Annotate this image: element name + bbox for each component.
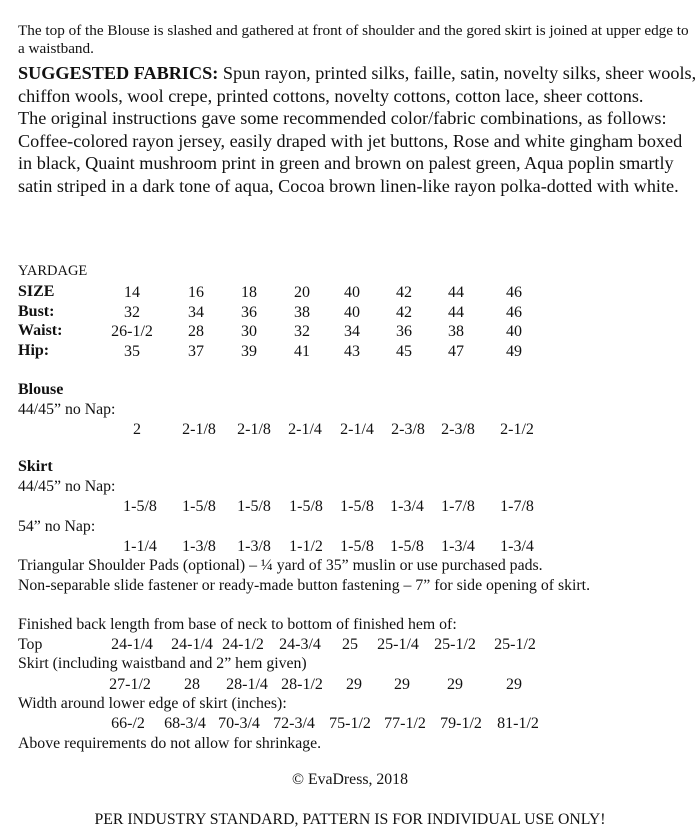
top-value: 25-1/2 [434, 636, 476, 653]
blouse-value: 2-3/8 [391, 421, 425, 438]
width-value: 66-/2 [111, 715, 145, 732]
size-value: 18 [241, 284, 257, 301]
skirt-length-value: 29 [394, 676, 410, 693]
blouse-fabric-label: 44/45” no Nap: [18, 401, 116, 418]
skirt-value: 1-3/4 [500, 538, 534, 555]
hip-value: 37 [188, 343, 204, 360]
skirt-value: 1-5/8 [237, 498, 271, 515]
fabrics-heading: SUGGESTED FABRICS: [18, 63, 219, 83]
width-value: 70-3/4 [218, 715, 260, 732]
skirt-length-value: 28-1/2 [281, 676, 323, 693]
top-value: 25 [342, 636, 358, 653]
hip-value: 45 [396, 343, 412, 360]
hip-value: 47 [448, 343, 464, 360]
hip-value: 43 [344, 343, 360, 360]
skirt-value: 1-5/8 [340, 538, 374, 555]
top-label: Top [18, 636, 43, 653]
waist-value: 34 [344, 323, 360, 340]
skirt-value: 1-5/8 [340, 498, 374, 515]
shoulder-pads-note: Triangular Shoulder Pads (optional) – ¼ yard of 35” muslin or use purchased pads. [18, 557, 543, 574]
bust-value: 38 [294, 304, 310, 321]
fastener-note: Non-separable slide fastener or ready-made button fastening – 7” for side opening of skirt. [18, 577, 591, 594]
skirt-value: 1-3/8 [237, 538, 271, 555]
skirt-length-value: 28-1/4 [226, 676, 268, 693]
top-value: 24-1/4 [111, 636, 153, 653]
hip-value: 39 [241, 343, 257, 360]
blouse-value: 2-1/2 [500, 421, 534, 438]
top-value: 25-1/2 [494, 636, 536, 653]
skirt-value: 1-5/8 [182, 498, 216, 515]
bust-value: 32 [124, 304, 140, 321]
hip-value: 41 [294, 343, 310, 360]
skirt-value: 1-3/8 [182, 538, 216, 555]
bust-value: 44 [448, 304, 464, 321]
waist-value: 38 [448, 323, 464, 340]
shrinkage-note: Above requirements do not allow for shrinkage. [18, 735, 322, 752]
yardage-title: YARDAGE [18, 263, 88, 279]
waist-value: 36 [396, 323, 412, 340]
waist-value: 26-1/2 [111, 323, 153, 340]
intro-paragraph [18, 22, 694, 58]
size-value: 44 [448, 284, 464, 301]
fabrics-section [18, 62, 698, 197]
size-value: 20 [294, 284, 310, 301]
skirt-value: 1-1/4 [123, 538, 157, 555]
waist-value: 28 [188, 323, 204, 340]
skirt-value: 1-7/8 [500, 498, 534, 515]
blouse-value: 2-1/4 [340, 421, 374, 438]
skirt-length-value: 29 [346, 676, 362, 693]
finished-title: Finished back length from base of neck to bottom of finished hem of: [18, 616, 457, 633]
blouse-value: 2 [133, 421, 141, 438]
bust-label: Bust: [18, 303, 55, 320]
usage-footer: PER INDUSTRY STANDARD, PATTERN IS FOR INDIVIDUAL USE ONLY! [94, 811, 606, 828]
blouse-value: 2-3/8 [441, 421, 475, 438]
fabric-combinations: The original instructions gave some recommended color/fabric combinations, as follows: Coffee-colored rayon jersey, easily draped with jet buttons, Rose and white gingham boxed in black, Quaint mushroom print in green and brown on palest green, Aqua poplin smartly satin striped in a dark tone of aqua, Cocoa brown linen-like rayon polka-dotted with white. [18, 108, 683, 196]
width-value: 68-3/4 [164, 715, 206, 732]
skirt-length-value: 27-1/2 [109, 676, 151, 693]
size-value: 16 [188, 284, 204, 301]
bust-value: 40 [344, 304, 360, 321]
skirt-length-value: 28 [184, 676, 200, 693]
size-value: 42 [396, 284, 412, 301]
waist-value: 40 [506, 323, 522, 340]
fabrics-paragraph [18, 62, 698, 107]
blouse-value: 2-1/8 [182, 421, 216, 438]
hip-value: 49 [506, 343, 522, 360]
waist-value: 32 [294, 323, 310, 340]
skirt-length-label: Skirt (including waistband and 2” hem given) [18, 655, 307, 672]
skirt-length-value: 29 [506, 676, 522, 693]
width-value: 75-1/2 [329, 715, 371, 732]
skirt-value: 1-1/2 [289, 538, 323, 555]
top-value: 24-1/4 [171, 636, 213, 653]
waist-label: Waist: [18, 322, 63, 339]
bust-value: 34 [188, 304, 204, 321]
intro-text: The top of the Blouse is slashed and gathered at front of shoulder and the gored skirt is joined at upper edge to a waistband. [18, 22, 689, 57]
top-value: 25-1/4 [377, 636, 419, 653]
blouse-value: 2-1/4 [288, 421, 322, 438]
size-value: 14 [124, 284, 140, 301]
skirt-value: 1-5/8 [390, 538, 424, 555]
skirt-value: 1-7/8 [441, 498, 475, 515]
skirt-length-value: 29 [447, 676, 463, 693]
size-label: SIZE [18, 283, 55, 300]
width-value: 81-1/2 [497, 715, 539, 732]
bust-value: 42 [396, 304, 412, 321]
fabrics-text: Spun rayon, printed silks, faille, satin, novelty silks, sheer wools, chiffon wools, wool crepe, printed cottons, novelty cottons, cotton lace, sheer cottons. [18, 63, 697, 106]
top-value: 24-1/2 [222, 636, 264, 653]
skirt-value: 1-5/8 [123, 498, 157, 515]
skirt-value: 1-3/4 [441, 538, 475, 555]
copyright: © EvaDress, 2018 [292, 771, 408, 788]
waist-value: 30 [241, 323, 257, 340]
skirt-value: 1-3/4 [390, 498, 424, 515]
width-value: 77-1/2 [384, 715, 426, 732]
bust-value: 36 [241, 304, 257, 321]
hip-label: Hip: [18, 342, 50, 359]
blouse-value: 2-1/8 [237, 421, 271, 438]
hip-value: 35 [124, 343, 140, 360]
width-value: 79-1/2 [440, 715, 482, 732]
skirt-fabric1-label: 44/45” no Nap: [18, 478, 116, 495]
size-value: 40 [344, 284, 360, 301]
bust-value: 46 [506, 304, 522, 321]
width-label: Width around lower edge of skirt (inches): [18, 695, 287, 712]
skirt-title: Skirt [18, 458, 53, 475]
top-value: 24-3/4 [279, 636, 321, 653]
blouse-title: Blouse [18, 381, 64, 398]
width-value: 72-3/4 [273, 715, 315, 732]
skirt-value: 1-5/8 [289, 498, 323, 515]
size-value: 46 [506, 284, 522, 301]
skirt-fabric2-label: 54” no Nap: [18, 518, 96, 535]
